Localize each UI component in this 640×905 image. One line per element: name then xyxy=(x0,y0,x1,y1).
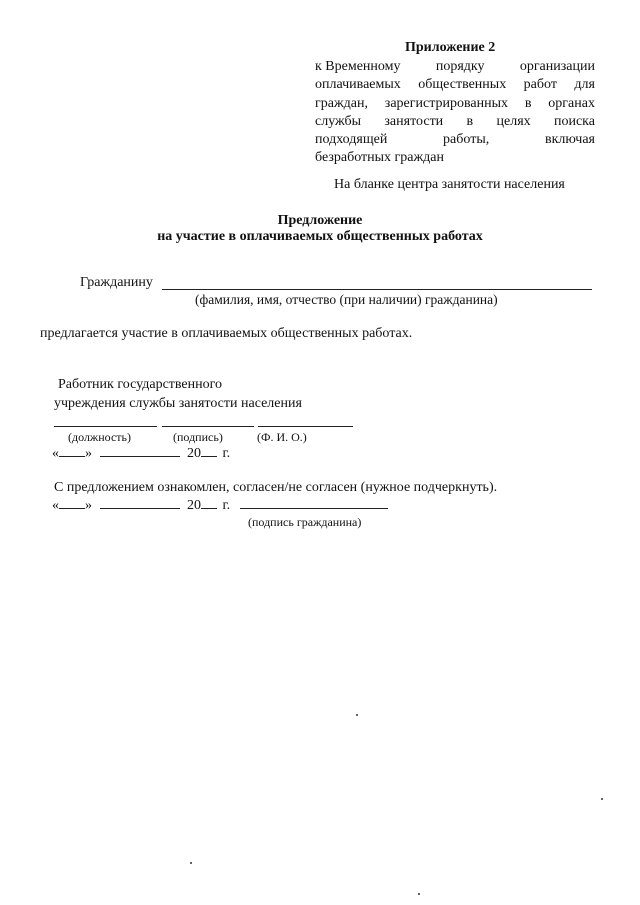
document-subtitle: на участие в оплачиваемых общественных работах xyxy=(157,229,483,244)
scan-speck xyxy=(356,714,358,716)
scan-speck xyxy=(418,893,420,895)
appendix-title: Приложение 2 xyxy=(405,40,496,55)
appendix-line xyxy=(315,58,595,76)
appendix-word: занятости xyxy=(384,113,444,129)
date-day-field[interactable] xyxy=(59,496,85,509)
appendix-word: подходящей xyxy=(315,132,388,148)
appendix-word: организации xyxy=(519,59,595,74)
appendix-line xyxy=(315,95,595,113)
appendix-word: для xyxy=(574,77,595,93)
date-open-quote: « xyxy=(52,446,59,461)
appendix-text xyxy=(315,58,595,168)
date-year-prefix: 20 xyxy=(187,446,201,461)
appendix-line xyxy=(315,149,595,167)
appendix-word: включая xyxy=(544,132,595,148)
appendix-word: в xyxy=(524,95,532,111)
name-caption: (Ф. И. О.) xyxy=(257,430,307,444)
date-month-field[interactable] xyxy=(100,496,180,509)
signature-caption: (подпись) xyxy=(173,430,223,444)
worker-name-field[interactable] xyxy=(258,426,353,427)
citizen-name-field[interactable] xyxy=(162,289,592,290)
worker-title-line2: учреждения службы занятости населения xyxy=(54,396,302,411)
appendix-line xyxy=(315,113,595,131)
appendix-word: общественных xyxy=(418,77,507,93)
date-year-field[interactable] xyxy=(201,496,217,509)
date-close-quote: » xyxy=(85,498,92,513)
appendix-word: работы, xyxy=(443,132,490,148)
worker-position-field[interactable] xyxy=(54,426,157,427)
appendix-word: оплачиваемых xyxy=(315,77,401,93)
appendix-word: в xyxy=(466,113,474,129)
citizen-date-row xyxy=(52,496,388,514)
appendix-word: порядку xyxy=(435,59,485,74)
scan-speck xyxy=(601,798,603,800)
worker-date-row xyxy=(52,444,230,462)
date-year-prefix: 20 xyxy=(187,498,201,513)
citizen-signature-field[interactable] xyxy=(240,496,388,509)
letterhead-note: На бланке центра занятости населения xyxy=(334,177,565,192)
appendix-line xyxy=(315,131,595,149)
appendix-word: органах xyxy=(548,95,595,111)
appendix-word: к Временному xyxy=(315,59,401,74)
appendix-word: службы xyxy=(315,113,362,129)
appendix-word: поиска xyxy=(553,113,595,129)
position-caption: (должность) xyxy=(68,430,131,444)
date-year-suffix: г. xyxy=(222,498,231,513)
offer-text: предлагается участие в оплачиваемых общественных работах. xyxy=(40,326,413,341)
citizen-name-caption: (фамилия, имя, отчество (при наличии) гражданина) xyxy=(195,292,498,307)
scan-speck xyxy=(190,862,192,864)
citizen-label: Гражданину xyxy=(80,275,153,290)
date-month-field[interactable] xyxy=(100,444,180,457)
appendix-word: безработных граждан xyxy=(315,150,444,166)
appendix-word: зарегистрированных xyxy=(384,95,509,111)
document-title: Предложение xyxy=(277,213,363,228)
worker-signature-field[interactable] xyxy=(162,426,254,427)
appendix-line xyxy=(315,76,595,94)
agreement-text: С предложением ознакомлен, согласен/не согласен (нужное подчеркнуть). xyxy=(54,480,498,495)
appendix-word: граждан, xyxy=(315,95,368,111)
date-day-field[interactable] xyxy=(59,444,85,457)
citizen-signature-caption: (подпись гражданина) xyxy=(248,515,362,529)
worker-title-line1: Работник государственного xyxy=(58,377,223,392)
appendix-word: работ xyxy=(523,77,557,93)
date-year-field[interactable] xyxy=(201,444,217,457)
appendix-word: целях xyxy=(496,113,531,129)
date-close-quote: » xyxy=(85,446,92,461)
date-open-quote: « xyxy=(52,498,59,513)
date-year-suffix: г. xyxy=(222,446,231,461)
